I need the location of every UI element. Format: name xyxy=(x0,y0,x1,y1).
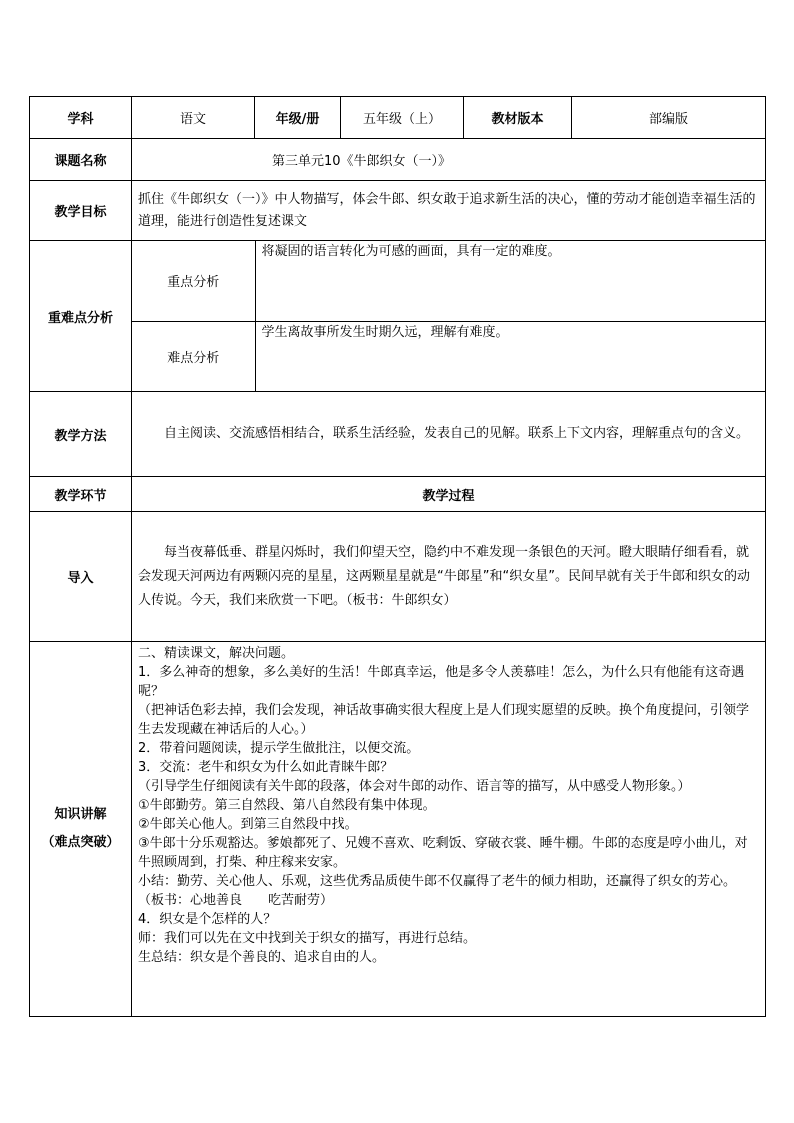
process-label: 教学过程 xyxy=(132,477,766,512)
difficult-point-text: 学生离故事所发生时期久远，理解有难度。 xyxy=(255,321,765,391)
intro-text: 每当夜幕低垂、群星闪烁时，我们仰望天空，隐约中不难发现一条银色的天河。瞪大眼睛仔细看看，就会发现天河两边有两颗闪亮的星星，这两颗星星就是“牛郎星”和“织女星”。民间早就有关于牛郎和织女的动人传说。今天，我们来欣赏一下吧。（板书：牛郎织女） xyxy=(132,512,766,642)
stage-label: 教学环节 xyxy=(30,477,132,512)
objective-label: 教学目标 xyxy=(30,181,132,241)
knowledge-line: （板书：心地善良 吃苦耐劳） xyxy=(138,893,334,908)
lesson-plan-table xyxy=(29,96,766,1017)
edition-value: 部编版 xyxy=(572,97,766,139)
objective-row xyxy=(30,181,766,241)
knowledge-row xyxy=(30,642,766,1017)
knowledge-line: （引导学生仔细阅读有关牛郎的段落，体会对牛郎的动作、语言等的描写，从中感受人物形象。） xyxy=(138,779,691,794)
knowledge-label: 知识讲解 xyxy=(54,807,107,822)
grade-value: 五年级（上） xyxy=(341,97,464,139)
knowledge-line: 小结：勤劳、关心他人、乐观，这些优秀品质使牛郎不仅赢得了老牛的倾力相助，还赢得了织女的芳心。 xyxy=(138,874,737,889)
knowledge-line: 师：我们可以先在文中找到关于织女的描写，再进行总结。 xyxy=(138,931,477,946)
knowledge-sublabel: （难点突破） xyxy=(41,835,120,850)
topic-label: 课题名称 xyxy=(30,139,132,181)
method-row xyxy=(30,392,766,477)
key-point-text: 将凝固的语言转化为可感的画面，具有一定的难度。 xyxy=(261,244,561,259)
key-points-subtable xyxy=(132,241,765,391)
method-text: 自主阅读、交流感悟相结合，联系生活经验，发表自己的见解。联系上下文内容，理解重点句的含义。 xyxy=(132,392,766,477)
knowledge-line: 2．带着问题阅读，提示学生做批注，以便交流。 xyxy=(138,741,420,756)
edition-label: 教材版本 xyxy=(464,97,572,139)
grade-label: 年级/册 xyxy=(255,97,341,139)
knowledge-line: 二、精读课文，解决问题。 xyxy=(138,646,295,661)
subject-value: 语文 xyxy=(132,97,255,139)
intro-row xyxy=(30,512,766,642)
knowledge-line: （把神话色彩去掉，我们会发现，神话故事确实很大程度上是人们现实愿望的反映。换个角度提问，引领学生去发现藏在神话后的人心。） xyxy=(138,703,750,737)
knowledge-content xyxy=(132,642,766,1017)
topic-row xyxy=(30,139,766,181)
topic-value: 第三单元10《牛郎织女（一）》 xyxy=(132,139,766,181)
process-header-row xyxy=(30,477,766,512)
intro-label: 导入 xyxy=(30,512,132,642)
knowledge-line: 3．交流：老牛和织女为什么如此青睐牛郎？ xyxy=(138,760,394,775)
subject-label: 学科 xyxy=(30,97,132,139)
header-row xyxy=(30,97,766,139)
key-points-row xyxy=(30,241,766,392)
method-label: 教学方法 xyxy=(30,392,132,477)
knowledge-line: 4．织女是个怎样的人？ xyxy=(138,912,277,927)
knowledge-line: ②牛郎关心他人。到第三自然段中找。 xyxy=(138,817,358,832)
difficult-point-label: 难点分析 xyxy=(132,321,255,391)
key-point-label: 重点分析 xyxy=(132,241,255,321)
key-points-label: 重难点分析 xyxy=(30,241,132,392)
objective-text: 抓住《牛郎织女（一）》中人物描写，体会牛郎、织女敢于追求新生活的决心，懂的劳动才能创造幸福生活的道理，能进行创造性复述课文 xyxy=(132,181,766,241)
knowledge-line: 生总结：织女是个善良的、追求自由的人。 xyxy=(138,950,386,965)
knowledge-line: 1．多么神奇的想象，多么美好的生活！牛郎真幸运，他是多令人羡慕哇！怎么，为什么只有他能有这奇遇呢？ xyxy=(138,665,745,699)
knowledge-line: ①牛郎勤劳。第三自然段、第八自然段有集中体现。 xyxy=(138,798,436,813)
knowledge-line: ③牛郎十分乐观豁达。爹娘都死了、兄嫂不喜欢、吃剩饭、穿破衣裳、睡牛棚。牛郎的态度是哼小曲儿，对牛照顾周到，打柴、种庄稼来安家。 xyxy=(138,836,748,870)
